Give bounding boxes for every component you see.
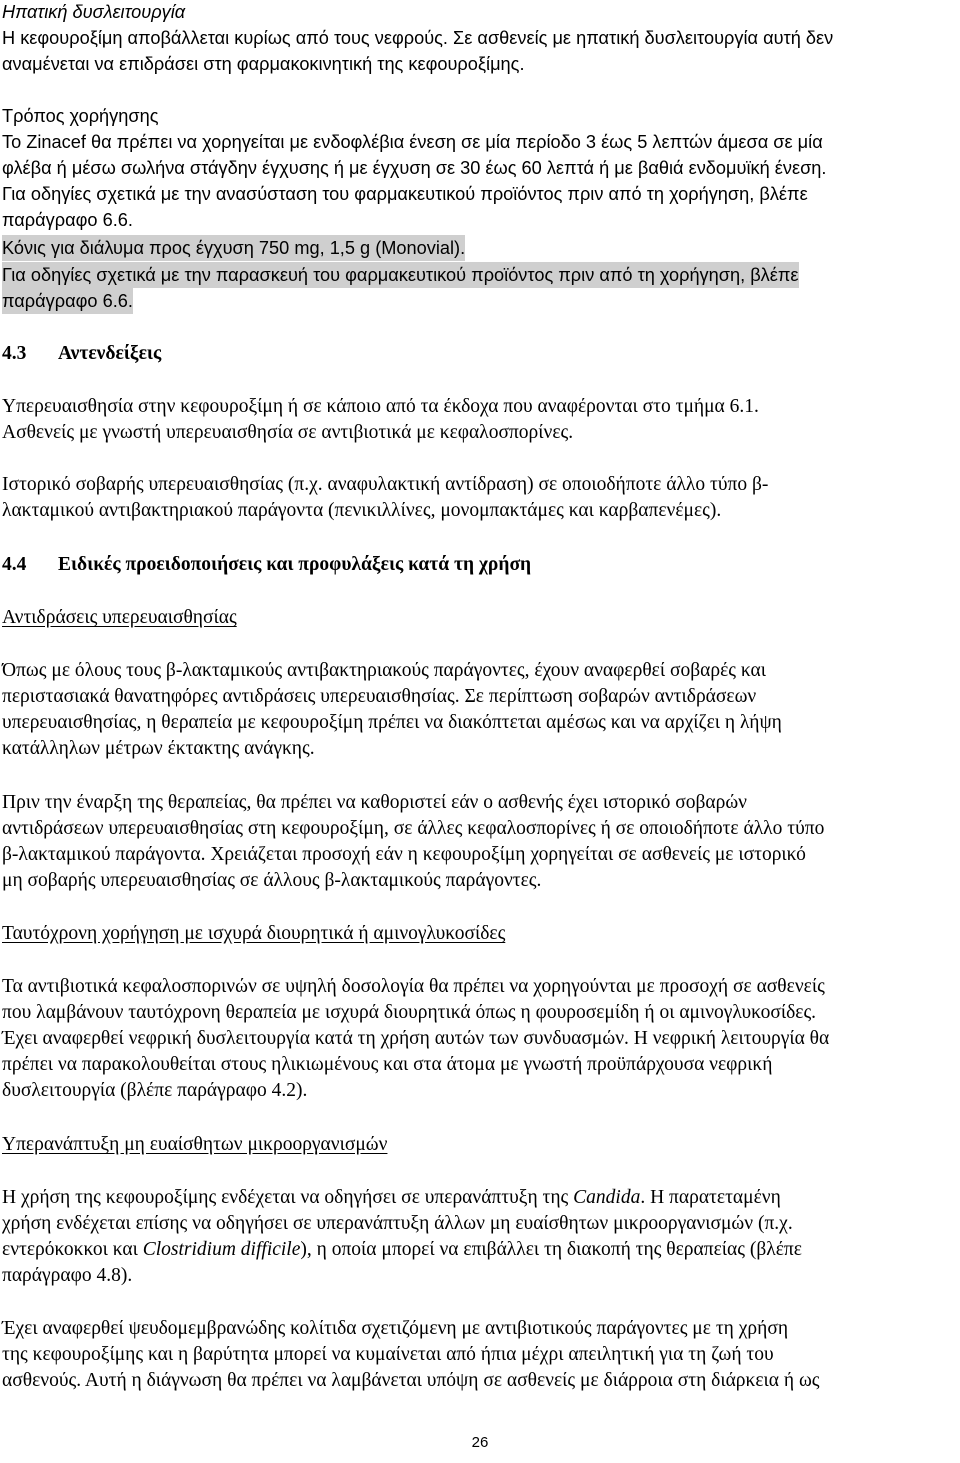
hepatic-impairment-title: Ηπατική δυσλειτουργία [2,2,186,22]
administration-line-4: παράγραφο 6.6. [2,210,133,230]
colitis-line-2: της κεφουροξίμης και η βαρύτητα μπορεί να κυμαίνεται από ήπια μέχρι απειλητική για τη ζωή του [2,1344,774,1365]
overgrowth-text: ), η οποία μπορεί να επιβάλλει τη διακοπή της θεραπείας (βλέπε [300,1239,802,1260]
history-line-2: αντιδράσεων υπερευαισθησίας στη κεφουροξίμη, σε άλλες κεφαλοσπορίνες ή σε οποιοδήποτε άλλο τύπο [2,818,825,839]
history-line-4: μη σοβαρής υπερευαισθησίας σε άλλους β-λακταμικούς παράγοντες. [2,870,542,891]
contraindication-line-4: λακταμικού αντιβακτηριακού παράγοντα (πενικιλλίνες, μονομπακτάμες και καρβαπενέμες). [2,500,722,521]
hypersensitivity-line-3: υπερευαισθησίας, η θεραπεία με κεφουροξίμη πρέπει να διακόπτεται αμέσως και να αρχίζει η λήψη [2,712,782,733]
overgrowth-line-4: παράγραφο 4.8). [2,1265,133,1286]
page-number: 26 [471,1434,489,1451]
overgrowth-subtitle: Υπερανάπτυξη μη ευαίσθητων μικροοργανισμών [2,1134,388,1155]
overgrowth-line-3 [2,1237,802,1263]
contraindication-line-2: Ασθενείς με γνωστή υπερευαισθησία σε αντιβιοτικά με κεφαλοσπορίνες. [2,422,574,443]
contraindication-line-1: Υπερευαισθησία στην κεφουροξίμη ή σε κάποιο από τα έκδοχα που αναφέρονται στο τμήμα 6.1. [2,396,759,417]
hypersensitivity-line-4: κατάλληλων μέτρων έκτακτης ανάγκης. [2,738,315,759]
section-number: 4.3 [2,343,27,364]
candida-term: Candida [573,1187,641,1208]
overgrowth-line-2: χρήση ενδέχεται επίσης να οδηγήσει σε υπερανάπτυξη άλλων μη ευαίσθητων μικροοργανισμών (π.χ. [2,1213,793,1234]
administration-line-1: Το Zinacef θα πρέπει να χορηγείται με ενδοφλέβια ένεση σε μία περίοδο 3 έως 5 λεπτών άμεσα σε μία [2,132,823,152]
diuretics-line-2: που λαμβάνουν ταυτόχρονη θεραπεία με ισχυρά διουρητικά όπως η φουροσεμίδη ή οι αμινογλυκοσίδες. [2,1002,817,1023]
diuretics-line-4: πρέπει να παρακολουθείται στους ηλικιωμένους και στα άτομα με γνωστή προϋπάρχουσα νεφρική [2,1054,773,1075]
hepatic-text-line-1: Η κεφουροξίμη αποβάλλεται κυρίως από τους νεφρούς. Σε ασθενείς με ηπατική δυσλειτουργία αυτή δεν [2,28,834,48]
section-4-4-heading [2,552,531,578]
monovial-line: Κόνις για διάλυμα προς έγχυση 750 mg, 1,5 g (Monovial). [2,235,465,261]
diuretics-line-1: Τα αντιβιοτικά κεφαλοσπορινών σε υψηλή δοσολογία θα πρέπει να χορηγούνται με προσοχή σε ασθενείς [2,976,825,997]
section-title: Ειδικές προειδοποιήσεις και προφυλάξεις κατά τη χρήση [58,554,532,575]
history-line-1: Πριν την έναρξη της θεραπείας, θα πρέπει να καθοριστεί εάν ο ασθενής έχει ιστορικό σοβαρών [2,792,747,813]
history-line-3: β-λακταμικού παράγοντα. Χρειάζεται προσοχή εάν η κεφουροξίμη χορηγείται σε ασθενείς με ιστορικό [2,844,806,865]
clostridium-term: Clostridium difficile [142,1239,301,1260]
administration-line-6: Για οδηγίες σχετικά με την παρασκευή του φαρμακευτικού προϊόντος πριν από τη χορήγηση, βλέπε [2,262,799,288]
administration-line-2: φλέβα ή μέσω σωλήνα στάγδην έγχυσης ή με έγχυση σε 30 έως 60 λεπτά ή με βαθιά ενδομυϊκή ένεση. [2,158,827,178]
section-title: Αντενδείξεις [58,343,162,364]
administration-line-7: παράγραφο 6.6. [2,288,133,314]
section-number: 4.4 [2,554,27,575]
diuretics-subtitle: Ταυτόχρονη χορήγηση με ισχυρά διουρητικά ή αμινογλυκοσίδες [2,923,506,944]
hypersensitivity-line-2: περιστασιακά θανατηφόρες αντιδράσεις υπερευαισθησίας. Σε περίπτωση σοβαρών αντιδράσεων [2,686,757,707]
colitis-line-1: Έχει αναφερθεί ψευδομεμβρανώδης κολίτιδα σχετιζόμενη με αντιβιοτικούς παράγοντες με τη χρήση [2,1318,789,1339]
overgrowth-text: Η χρήση της κεφουροξίμης ενδέχεται να οδηγήσει σε υπερανάπτυξη της [2,1187,574,1208]
diuretics-line-3: Έχει αναφερθεί νεφρική δυσλειτουργία κατά τη χρήση αυτών των συνδυασμών. Η νεφρική λειτουργία θα [2,1028,830,1049]
contraindication-line-3: Ιστορικό σοβαρής υπερευαισθησίας (π.χ. αναφυλακτική αντίδραση) σε οποιοδήποτε άλλο τύπο β- [2,474,769,495]
administration-line-3: Για οδηγίες σχετικά με την ανασύσταση του φαρμακευτικού προϊόντος πριν από τη χορήγηση, βλέπε [2,184,808,204]
hypersensitivity-line-1: Όπως με όλους τους β-λακταμικούς αντιβακτηριακούς παράγοντες, έχουν αναφερθεί σοβαρές και [2,660,767,681]
overgrowth-text: . Η παρατεταμένη [640,1187,781,1208]
hepatic-text-line-2: αναμένεται να επιδράσει στη φαρμακοκινητική της κεφουροξίμης. [2,54,525,74]
colitis-line-3: ασθενούς. Αυτή η διάγνωση θα πρέπει να λαμβάνεται υπόψη σε ασθενείς με διάρροια στη διάρκεια ή ως [2,1370,820,1391]
overgrowth-line-1 [2,1185,781,1211]
administration-title: Τρόπος χορήγησης [2,106,159,126]
section-4-3-heading [2,341,161,367]
overgrowth-text: εντερόκοκκοι και [2,1239,143,1260]
hypersensitivity-subtitle: Αντιδράσεις υπερευαισθησίας [2,607,237,628]
diuretics-line-5: δυσλειτουργία (βλέπε παράγραφο 4.2). [2,1080,308,1101]
